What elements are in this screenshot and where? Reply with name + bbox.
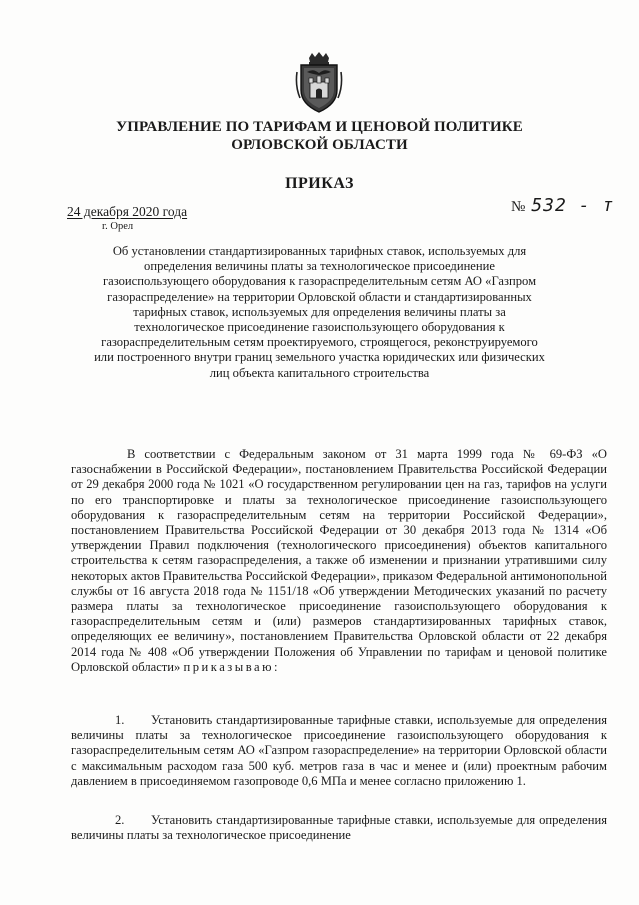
organization-line-2: ОРЛОВСКОЙ ОБЛАСТИ [231, 137, 408, 153]
organization-name [60, 118, 579, 154]
item-text: Установить стандартизированные тарифные ставки, используемые для определения величины платы за технологическое присоединение газоиспользующего оборудования к газораспределительным сетям АО «Газпром газораспределение» на территории Орловской области с максимальным расходом газа 500 куб. метров газа в час и менее и (или) проектным рабочим давлением в присоединяемом газопроводе 0,6 МПа и менее согласно приложению 1. [71, 713, 607, 788]
order-item-1 [71, 713, 607, 789]
document-date: 24 декабря 2020 года [67, 204, 188, 219]
preamble-text: В соответствии с Федеральным законом от 31 марта 1999 года № 69-ФЗ «О газоснабжении в Российской Федерации», постановлением Правительства Российской Федерации от 29 декабря 2000 года № 1021 «О государственном регулировании цен на газ, тарифов на услуги по его транспортировке и платы за технологическое присоединение газоиспользующего оборудования к газораспределительным сетям на территории Российской Федерации», постановлением Правительства Российской Федерации от 30 декабря 2013 года № 1314 «Об утверждении Правил подключения (технологического присоединения) объектов капитального строительства к сетям газораспределения, а также об изменении и признании утратившими силу некоторых актов Правительства Российской Федерации», приказом Федеральной антимонопольной службы от 16 августа 2018 года № 1151/18 «Об утверждении Методических указаний по расчету размера платы за технологическое присоединение газоиспользующего оборудования к газораспределительным сетям и (или) размеров стандартизированных тарифных ставок, определяющих ее величину», постановлением Правительства Орловской области от 22 декабря 2014 года № 408 «Об утверждении Положения об Управлении по тарифам и ценовой политике Орловской области» [71, 447, 607, 674]
document-subject: Об установлении стандартизированных тарифных ставок, используемых для определения величины платы за технологическое присоединение газоиспользующего оборудования к газораспределительным сетям АО «Газпром газораспределение» на территории Орловской области и стандартизированных тарифных ставок, используемых для определения величины платы за технологическое присоединение газоиспользующего оборудования к газораспределительным сетям проектируемого, строящегося, реконструируемого или построенного внутри границ земельного участка юридических или физических лиц объекта капитального строительства [94, 244, 545, 380]
document-type: ПРИКАЗ [285, 175, 354, 192]
preamble-paragraph [71, 447, 607, 675]
item-number: 1. [115, 713, 125, 727]
item-text: Установить стандартизированные тарифные ставки, используемые для определения величины платы за технологическое присоединение [71, 813, 607, 843]
coat-of-arms-icon [295, 52, 343, 114]
number-label: № [511, 199, 526, 215]
organization-line-1: УПРАВЛЕНИЕ ПО ТАРИФАМ И ЦЕНОВОЙ ПОЛИТИКЕ [116, 119, 523, 135]
document-number [511, 195, 614, 216]
document-city: г. Орел [102, 221, 134, 232]
number-value: 532 - т [531, 195, 615, 216]
order-item-2 [71, 813, 607, 843]
item-number: 2. [115, 813, 125, 827]
directive-text: приказываю: [183, 659, 280, 674]
